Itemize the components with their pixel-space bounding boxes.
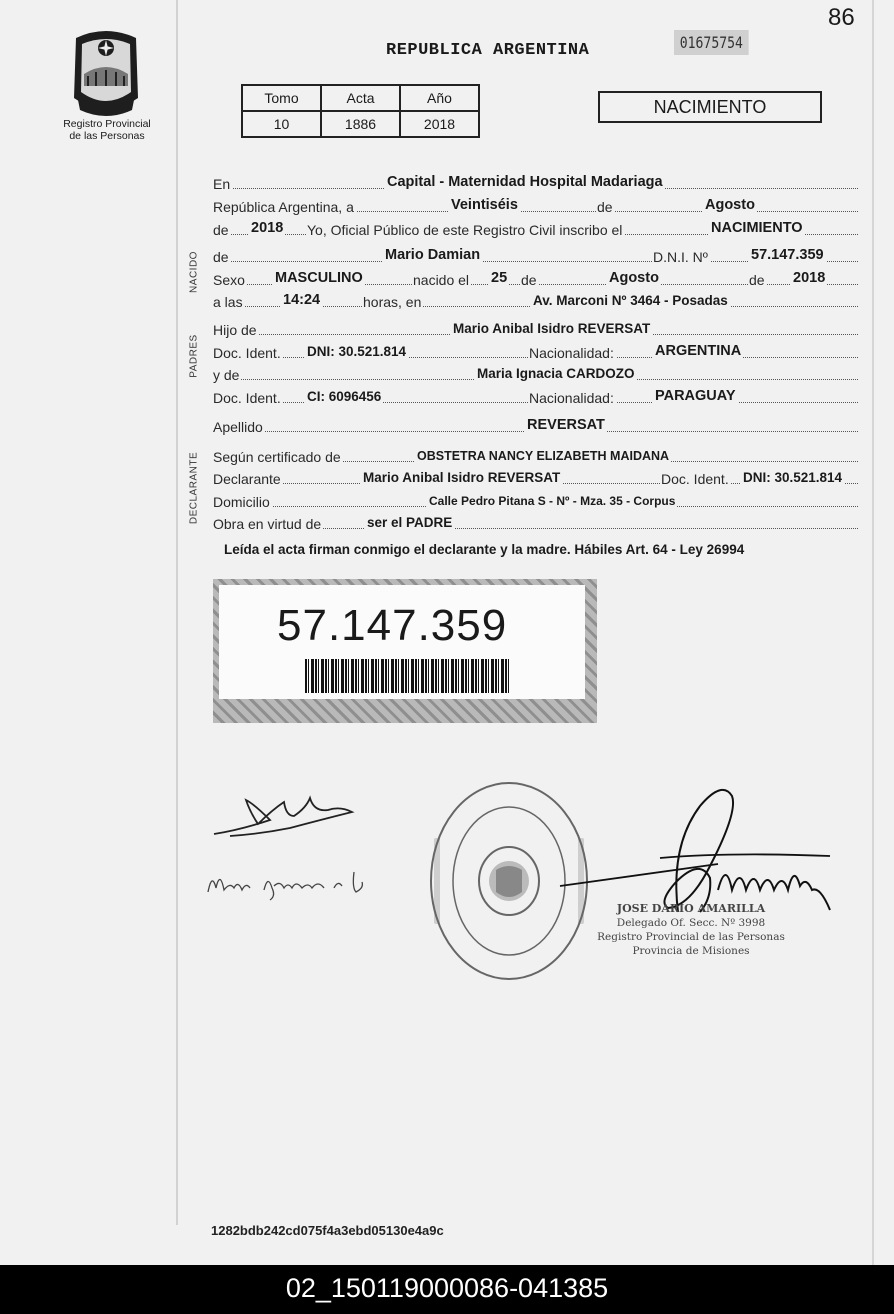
page-edge (872, 0, 874, 1265)
row-oficial (213, 218, 858, 238)
value-father-doc: DNI: 30.521.814 (307, 344, 407, 359)
label-sexo: Sexo (213, 272, 245, 288)
page-fold (176, 0, 178, 1225)
label-obra-virtud: Obra en virtud de (213, 516, 322, 532)
label-apellido: Apellido (213, 419, 263, 435)
table-header-ano: Año (400, 85, 479, 111)
official-signature (550, 786, 840, 918)
document-hash: 1282bdb242cd075f4a3ebd05130e4a9c (211, 1223, 444, 1238)
label-nacionalidad: Nacionalidad: (529, 345, 614, 361)
value-by-virtue-of: ser el PADRE (367, 515, 453, 530)
official-role: Delegado Of. Secc. Nº 3998 (616, 917, 766, 929)
serial-number: 01675754 (674, 30, 749, 55)
side-label-nacido: NACIDO (188, 251, 200, 293)
official-name: JOSE DARIO AMARILLA (616, 902, 766, 915)
value-father-name: Mario Anibal Isidro REVERSAT (453, 321, 651, 336)
value-child-name: Mario Damian (385, 247, 481, 263)
label-horas-en: horas, en (363, 294, 422, 310)
table-value-acta: 1886 (321, 111, 400, 137)
value-declarant-doc: DNI: 30.521.814 (743, 470, 843, 485)
row-father-doc (213, 341, 858, 361)
row-fecha (213, 195, 858, 215)
value-mother-doc: CI: 6096456 (307, 389, 382, 404)
value-surname: REVERSAT (527, 417, 605, 433)
row-apellido (213, 415, 858, 435)
closing-text: Leída el acta firman conmigo el declarante y la madre. Hábiles Art. 64 - Ley 26994 (224, 542, 745, 557)
value-month: Agosto (705, 197, 755, 213)
row-y-de (213, 363, 858, 383)
label-dni: D.N.I. Nº (653, 249, 708, 265)
row-declarante (213, 467, 858, 487)
value-dni: 57.147.359 (751, 247, 824, 263)
value-year: 2018 (251, 220, 284, 236)
dni-card-number: 57.147.359 (277, 601, 508, 650)
label-declarante: Declarante (213, 471, 281, 487)
label-nacido-el: nacido el (413, 272, 470, 288)
label-nacionalidad-mother: Nacionalidad: (529, 390, 614, 406)
row-sexo (213, 268, 858, 288)
value-address: Calle Pedro Pitana S - Nº - Mza. 35 - Corpus (429, 494, 676, 508)
label-yo-oficial: Yo, Oficial Público de este Registro Civil inscribo el (307, 222, 623, 238)
official-province: Provincia de Misiones (632, 945, 750, 957)
value-sex: MASCULINO (275, 270, 363, 286)
table-value-row (242, 111, 479, 137)
table-value-ano: 2018 (400, 111, 479, 137)
dni-card-inner (219, 585, 585, 699)
label-de-year: de (213, 222, 229, 238)
label-de-birth-year: de (749, 272, 765, 288)
value-day-words: Veintiséis (451, 197, 518, 213)
row-domicilio (213, 490, 858, 510)
value-birth-year: 2018 (793, 270, 826, 286)
label-de-name: de (213, 249, 229, 265)
value-father-nationality: ARGENTINA (655, 343, 742, 359)
dni-number-card (213, 579, 597, 723)
label-segun-certificado: Según certificado de (213, 449, 341, 465)
value-birth-time: 14:24 (283, 292, 321, 308)
official-office: Registro Provincial de las Personas (597, 931, 785, 943)
label-a-las: a las (213, 294, 243, 310)
row-hora (213, 290, 858, 310)
label-de-month: de (521, 272, 537, 288)
row-obra-virtud (213, 512, 858, 532)
tomo-acta-ano-table (241, 84, 480, 138)
label-doc-ident-mother: Doc. Ident. (213, 390, 281, 406)
value-mother-name: Maria Ignacia CARDOZO (477, 366, 635, 381)
label-doc-ident: Doc. Ident. (213, 345, 281, 361)
row-mother-doc (213, 386, 858, 406)
value-birth-place: Av. Marconi Nº 3464 - Posadas (533, 293, 728, 308)
provincia-misiones-logo (66, 26, 146, 118)
footer-filename: 02_150119000086-041385 (0, 1265, 894, 1314)
mother-signature (204, 862, 390, 906)
value-mother-nationality: PARAGUAY (655, 388, 736, 404)
label-domicilio: Domicilio (213, 494, 270, 510)
value-birth-month: Agosto (609, 270, 659, 286)
barcode-image (305, 659, 511, 693)
label-y-de: y de (213, 367, 240, 383)
act-type-box: NACIMIENTO (598, 91, 822, 123)
father-signature (210, 790, 360, 842)
row-en (213, 172, 858, 192)
value-birth-day: 25 (491, 270, 508, 286)
value-act: NACIMIENTO (711, 220, 803, 236)
label-republica: República Argentina, a (213, 199, 354, 215)
side-label-declarante: DECLARANTE (188, 451, 200, 525)
row-certificado (213, 445, 858, 465)
official-block (596, 902, 786, 958)
table-header-acta: Acta (321, 85, 400, 111)
row-hijo-de (213, 318, 858, 338)
label-hijo-de: Hijo de (213, 322, 257, 338)
page-number: 86 (828, 4, 855, 31)
label-doc-ident-declarant: Doc. Ident. (661, 471, 729, 487)
table-header-tomo: Tomo (242, 85, 321, 111)
value-place: Capital - Maternidad Hospital Madariaga (387, 174, 663, 190)
row-nombre (213, 245, 858, 265)
table-value-tomo: 10 (242, 111, 321, 137)
country-title: REPUBLICA ARGENTINA (386, 41, 590, 60)
value-declarant: Mario Anibal Isidro REVERSAT (363, 470, 561, 485)
value-certificate-by: OBSTETRA NANCY ELIZABETH MAIDANA (417, 449, 670, 463)
label-de: de (597, 199, 613, 215)
label-en: En (213, 176, 231, 192)
registro-provincial-label: Registro Provincial de las Personas (63, 118, 151, 142)
side-label-padres: PADRES (188, 334, 200, 378)
table-header-row (242, 85, 479, 111)
